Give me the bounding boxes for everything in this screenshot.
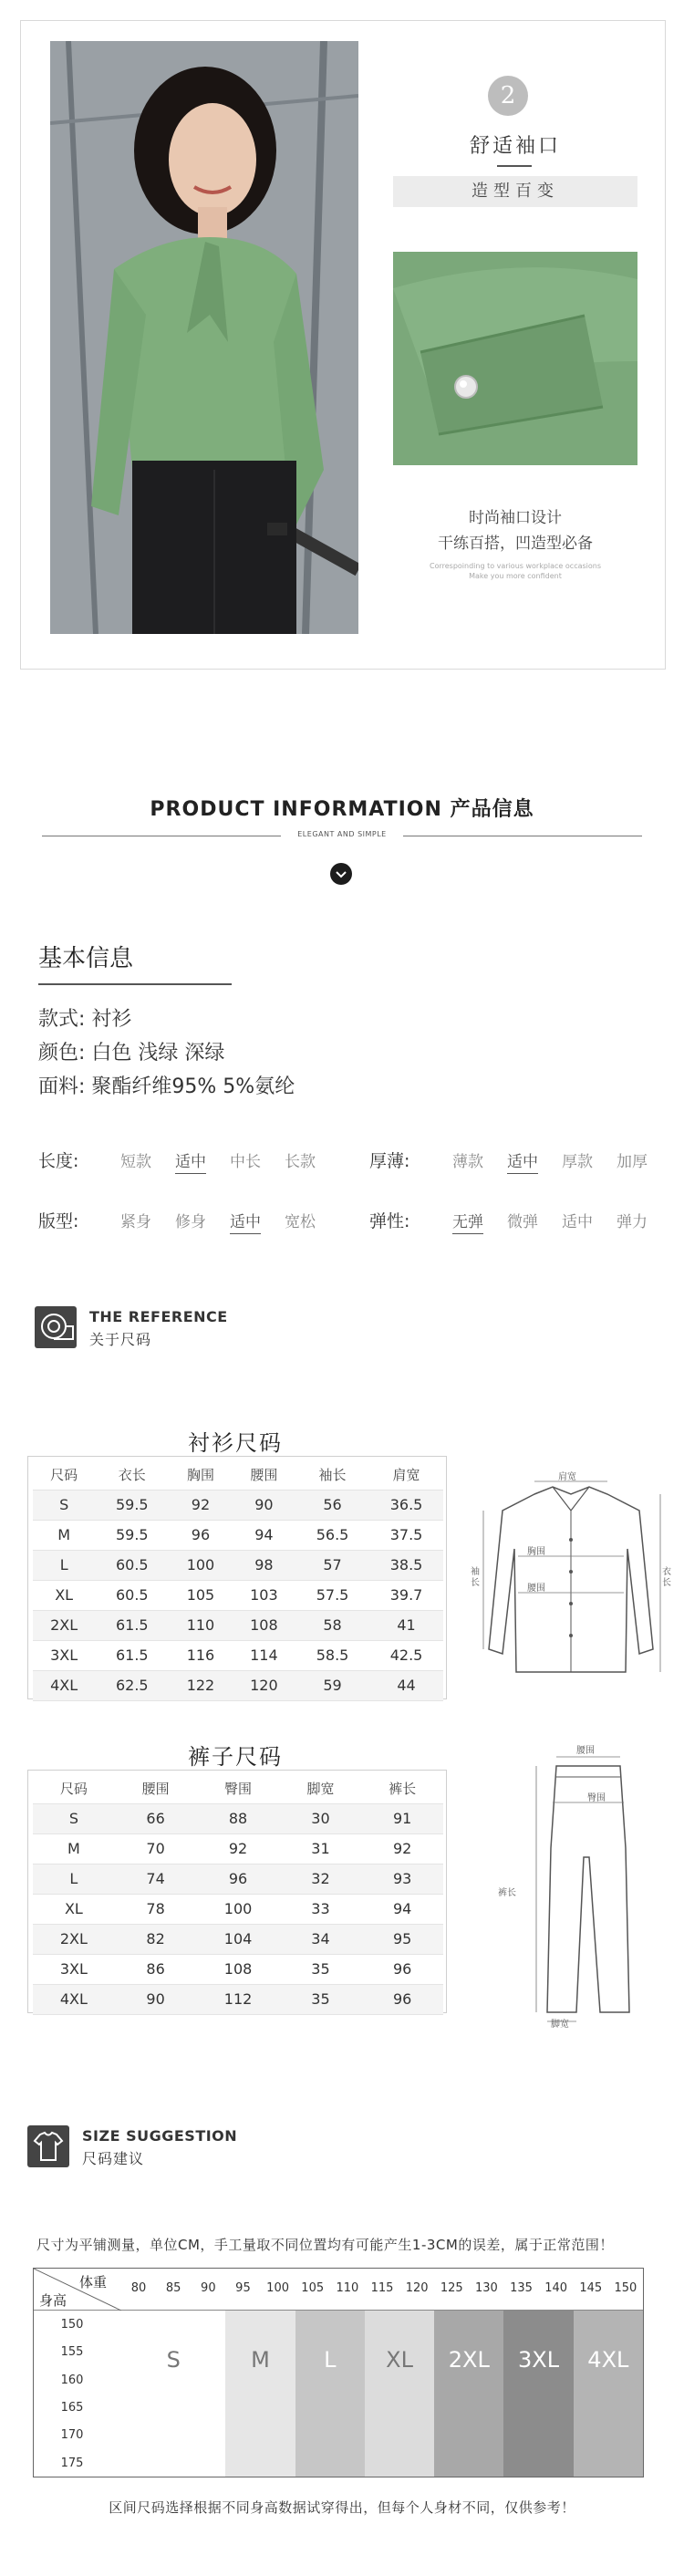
- attr-thickness-option: 加厚: [617, 1153, 648, 1171]
- weight-column-label: 125: [440, 2281, 463, 2295]
- table-cell: 59.5: [95, 1490, 169, 1520]
- table-cell: 110: [169, 1610, 232, 1640]
- height-row-label: 175: [60, 2456, 84, 2470]
- table-cell: 59.5: [95, 1520, 169, 1550]
- attr-length-option-selected: 适中: [175, 1148, 206, 1174]
- size-range-block: [574, 2311, 643, 2477]
- shirt-measurement-diagram: [471, 1467, 671, 1686]
- measurement-note: 尺寸为平铺测量，单位CM，手工量取不同位置均有可能产生1-3CM的误差，属于正常范围！: [36, 2237, 614, 2253]
- shirt-size-title: 衬衫尺码: [188, 1430, 283, 1456]
- weight-column-label: 80: [130, 2281, 147, 2295]
- table-header-row: [33, 1773, 443, 1803]
- pants-size-table: [33, 1773, 443, 2015]
- reference-title-cn: 关于尺码: [89, 1331, 152, 1348]
- attr-fit-label: 版型:: [38, 1211, 79, 1231]
- chevron-down-icon: [330, 863, 352, 885]
- table-row: [33, 1954, 443, 1984]
- table-header-cell: 裤长: [361, 1773, 443, 1803]
- table-cell: 95: [361, 1924, 443, 1954]
- weight-column-label: 100: [266, 2281, 289, 2295]
- shirt-sleeve-label: 袖长: [471, 1567, 480, 1588]
- table-cell: 98: [233, 1550, 295, 1580]
- size-range-block: [121, 2311, 225, 2477]
- weight-column-label: 85: [165, 2281, 181, 2295]
- attr-length-option: 短款: [120, 1153, 151, 1171]
- size-range-block: [434, 2311, 503, 2477]
- feature-description-line1: 时尚袖口设计: [469, 509, 562, 527]
- table-cell: 30: [280, 1803, 362, 1833]
- attr-thickness-label: 厚薄:: [369, 1151, 410, 1171]
- table-cell: 94: [233, 1520, 295, 1550]
- pants-foot-label: 脚宽: [551, 2020, 569, 2030]
- table-cell: S: [33, 1803, 115, 1833]
- weight-column-label: 140: [544, 2281, 568, 2295]
- table-cell: 61.5: [95, 1610, 169, 1640]
- attr-fit-option: 紧身: [120, 1213, 151, 1231]
- height-row-label: 160: [60, 2373, 84, 2387]
- table-cell: 112: [196, 1984, 279, 2014]
- table-cell: 31: [280, 1833, 362, 1864]
- table-cell: 2XL: [33, 1610, 95, 1640]
- table-cell: 108: [233, 1610, 295, 1640]
- size-range-block: [365, 2311, 434, 2477]
- size-range-label: L: [324, 2347, 337, 2373]
- attr-elasticity-option: 弹力: [617, 1213, 648, 1231]
- table-row: [33, 1924, 443, 1954]
- pants-hip-label: 臀围: [587, 1793, 606, 1803]
- table-cell: 96: [196, 1864, 279, 1894]
- table-cell: 62.5: [95, 1670, 169, 1700]
- pants-measurement-diagram: [492, 1739, 657, 2031]
- table-cell: 114: [233, 1640, 295, 1670]
- table-cell: 39.7: [369, 1580, 443, 1610]
- table-cell: 100: [169, 1550, 232, 1580]
- pants-waist-label: 腰围: [576, 1746, 595, 1756]
- table-cell: 91: [361, 1803, 443, 1833]
- weight-column-label: 150: [614, 2281, 637, 2295]
- size-range-block: [295, 2311, 365, 2477]
- tshirt-icon: [27, 2125, 69, 2167]
- cuff-feature-panel: [20, 20, 666, 670]
- height-row-label: 150: [60, 2318, 84, 2332]
- table-cell: XL: [33, 1894, 115, 1924]
- table-cell: 44: [369, 1670, 443, 1700]
- table-cell: 92: [169, 1490, 232, 1520]
- table-cell: 90: [115, 1984, 197, 2014]
- table-row: [33, 1520, 443, 1550]
- table-cell: 42.5: [369, 1640, 443, 1670]
- table-cell: 82: [115, 1924, 197, 1954]
- table-row: [33, 1490, 443, 1520]
- table-cell: 32: [280, 1864, 362, 1894]
- table-header-cell: 衣长: [95, 1459, 169, 1490]
- table-cell: 92: [196, 1833, 279, 1864]
- weight-column-label: 110: [336, 2281, 359, 2295]
- shirt-chest-label: 胸围: [527, 1547, 545, 1557]
- table-cell: 37.5: [369, 1520, 443, 1550]
- basic-info-style: 款式: 衬衫: [38, 1008, 132, 1031]
- table-header-cell: 尺码: [33, 1773, 115, 1803]
- table-cell: 116: [169, 1640, 232, 1670]
- table-cell: 35: [280, 1984, 362, 2014]
- size-range-label: S: [166, 2347, 181, 2373]
- feature-description-line2: 干练百搭，凹造型必备: [438, 535, 593, 553]
- table-row: [33, 1580, 443, 1610]
- table-row: [33, 1803, 443, 1833]
- attr-length-option: 长款: [285, 1153, 316, 1171]
- model-photo: [50, 41, 358, 634]
- table-cell: 78: [115, 1894, 197, 1924]
- table-row: [33, 1864, 443, 1894]
- weight-column-label: 105: [301, 2281, 325, 2295]
- weight-column-label: 135: [510, 2281, 533, 2295]
- tape-measure-icon: [35, 1306, 77, 1348]
- table-row: [33, 1894, 443, 1924]
- cuff-closeup-photo: [393, 252, 637, 465]
- table-cell: 66: [115, 1803, 197, 1833]
- table-cell: 96: [361, 1984, 443, 2014]
- grid-weight-label: 体重: [79, 2274, 108, 2290]
- basic-info-underline: [38, 983, 232, 985]
- grid-height-label: 身高: [39, 2292, 67, 2309]
- table-cell: 90: [233, 1490, 295, 1520]
- feature-number-badge: 2: [488, 76, 528, 116]
- shirt-size-table: [33, 1459, 443, 1701]
- table-cell: 96: [169, 1520, 232, 1550]
- table-header-cell: 脚宽: [280, 1773, 362, 1803]
- table-header-cell: 肩宽: [369, 1459, 443, 1490]
- table-header-cell: 腰围: [233, 1459, 295, 1490]
- table-cell: L: [33, 1550, 95, 1580]
- table-cell: S: [33, 1490, 95, 1520]
- table-cell: 56.5: [295, 1520, 369, 1550]
- table-cell: 4XL: [33, 1670, 95, 1700]
- table-cell: 96: [361, 1954, 443, 1984]
- table-cell: 3XL: [33, 1954, 115, 1984]
- pants-size-title: 裤子尺码: [188, 1744, 283, 1770]
- size-range-label: 2XL: [448, 2347, 490, 2373]
- basic-info-fabric: 面料: 聚酯纤维95% 5%氨纶: [38, 1075, 295, 1098]
- table-cell: 57.5: [295, 1580, 369, 1610]
- table-cell: 92: [361, 1833, 443, 1864]
- basic-info-colors: 颜色: 白色 浅绿 深绿: [38, 1042, 225, 1065]
- attr-elasticity-option-selected: 无弹: [452, 1209, 483, 1234]
- table-cell: 104: [196, 1924, 279, 1954]
- feature-subtitle: 造型百变: [393, 176, 637, 207]
- product-info-title: PRODUCT INFORMATION 产品信息: [150, 798, 534, 821]
- size-suggestion-title-cn: 尺码建议: [82, 2150, 145, 2167]
- table-cell: L: [33, 1864, 115, 1894]
- table-cell: 93: [361, 1864, 443, 1894]
- table-cell: 34: [280, 1924, 362, 1954]
- table-cell: 2XL: [33, 1924, 115, 1954]
- reference-title-en: THE REFERENCE: [89, 1308, 228, 1325]
- table-cell: 56: [295, 1490, 369, 1520]
- table-cell: 103: [233, 1580, 295, 1610]
- table-header-cell: 尺码: [33, 1459, 95, 1490]
- attr-elasticity-option: 微弹: [507, 1213, 538, 1231]
- table-row: [33, 1984, 443, 2014]
- feature-english-line2: Make you more confident: [469, 572, 562, 580]
- attr-fit-option: 修身: [175, 1213, 206, 1231]
- table-cell: 61.5: [95, 1640, 169, 1670]
- table-cell: 105: [169, 1580, 232, 1610]
- attr-fit-option: 宽松: [285, 1213, 316, 1231]
- table-cell: 60.5: [95, 1550, 169, 1580]
- weight-column-label: 115: [370, 2281, 394, 2295]
- table-header-cell: 臀围: [196, 1773, 279, 1803]
- table-cell: 36.5: [369, 1490, 443, 1520]
- title-underline: [497, 165, 532, 167]
- attr-length-label: 长度:: [38, 1151, 79, 1171]
- table-cell: 35: [280, 1954, 362, 1984]
- table-cell: 58.5: [295, 1640, 369, 1670]
- table-cell: 4XL: [33, 1984, 115, 2014]
- table-cell: 122: [169, 1670, 232, 1700]
- table-cell: 94: [361, 1894, 443, 1924]
- table-header-cell: 胸围: [169, 1459, 232, 1490]
- shirt-waist-label: 腰围: [527, 1584, 545, 1594]
- table-cell: 38.5: [369, 1550, 443, 1580]
- shirt-shoulder-label: 肩宽: [558, 1472, 576, 1482]
- table-cell: 58: [295, 1610, 369, 1640]
- pants-length-label: 裤长: [498, 1888, 516, 1898]
- table-cell: 86: [115, 1954, 197, 1984]
- height-row-label: 165: [60, 2401, 84, 2415]
- attr-thickness-option: 厚款: [562, 1153, 593, 1171]
- feature-title: 舒适袖口: [469, 135, 561, 158]
- size-range-label: XL: [386, 2347, 413, 2373]
- feature-english-line1: Correspoinding to various workplace occasions: [429, 562, 602, 570]
- table-cell: M: [33, 1520, 95, 1550]
- size-suggestion-footer: 区间尺码选择根据不同身高数据试穿得出，但每个人身材不同，仅供参考！: [109, 2499, 575, 2516]
- weight-column-label: 90: [201, 2281, 216, 2295]
- attr-length-option: 中长: [230, 1153, 261, 1171]
- table-cell: 41: [369, 1610, 443, 1640]
- basic-info-title: 基本信息: [38, 945, 134, 972]
- table-row: [33, 1610, 443, 1640]
- weight-column-label: 145: [579, 2281, 603, 2295]
- table-header-cell: 腰围: [115, 1773, 197, 1803]
- attr-thickness-option: 薄款: [452, 1153, 483, 1171]
- table-cell: 57: [295, 1550, 369, 1580]
- table-header-row: [33, 1459, 443, 1490]
- feature-english-caption: [393, 561, 637, 581]
- table-row: [33, 1550, 443, 1580]
- table-cell: XL: [33, 1580, 95, 1610]
- table-header-cell: 袖长: [295, 1459, 369, 1490]
- size-range-label: 3XL: [518, 2347, 560, 2373]
- attr-thickness-option-selected: 适中: [507, 1148, 538, 1174]
- table-cell: 59: [295, 1670, 369, 1700]
- table-cell: M: [33, 1833, 115, 1864]
- table-cell: 100: [196, 1894, 279, 1924]
- weight-column-label: 130: [474, 2281, 498, 2295]
- size-suggestion-grid: [33, 2268, 644, 2477]
- weight-column-label: 120: [405, 2281, 429, 2295]
- table-cell: 60.5: [95, 1580, 169, 1610]
- table-row: [33, 1640, 443, 1670]
- table-cell: 74: [115, 1864, 197, 1894]
- product-info-subtitle: ELEGANT AND SIMPLE: [297, 830, 387, 838]
- table-row: [33, 1670, 443, 1700]
- attr-elasticity-option: 适中: [562, 1213, 593, 1231]
- size-range-block: [503, 2311, 573, 2477]
- size-range-block: [225, 2311, 295, 2477]
- table-cell: 120: [233, 1670, 295, 1700]
- table-cell: 3XL: [33, 1640, 95, 1670]
- table-cell: 70: [115, 1833, 197, 1864]
- attr-elasticity-label: 弹性:: [369, 1211, 410, 1231]
- weight-column-label: 95: [235, 2281, 251, 2295]
- size-range-label: 4XL: [587, 2347, 629, 2373]
- table-row: [33, 1833, 443, 1864]
- height-row-label: 155: [60, 2345, 84, 2360]
- height-row-label: 170: [60, 2428, 84, 2443]
- size-suggestion-title-en: SIZE SUGGESTION: [82, 2127, 238, 2145]
- table-cell: 33: [280, 1894, 362, 1924]
- size-range-label: M: [251, 2347, 270, 2373]
- table-cell: 88: [196, 1803, 279, 1833]
- table-cell: 108: [196, 1954, 279, 1984]
- shirt-length-label: 衣长: [662, 1567, 671, 1588]
- attr-fit-option-selected: 适中: [230, 1209, 261, 1234]
